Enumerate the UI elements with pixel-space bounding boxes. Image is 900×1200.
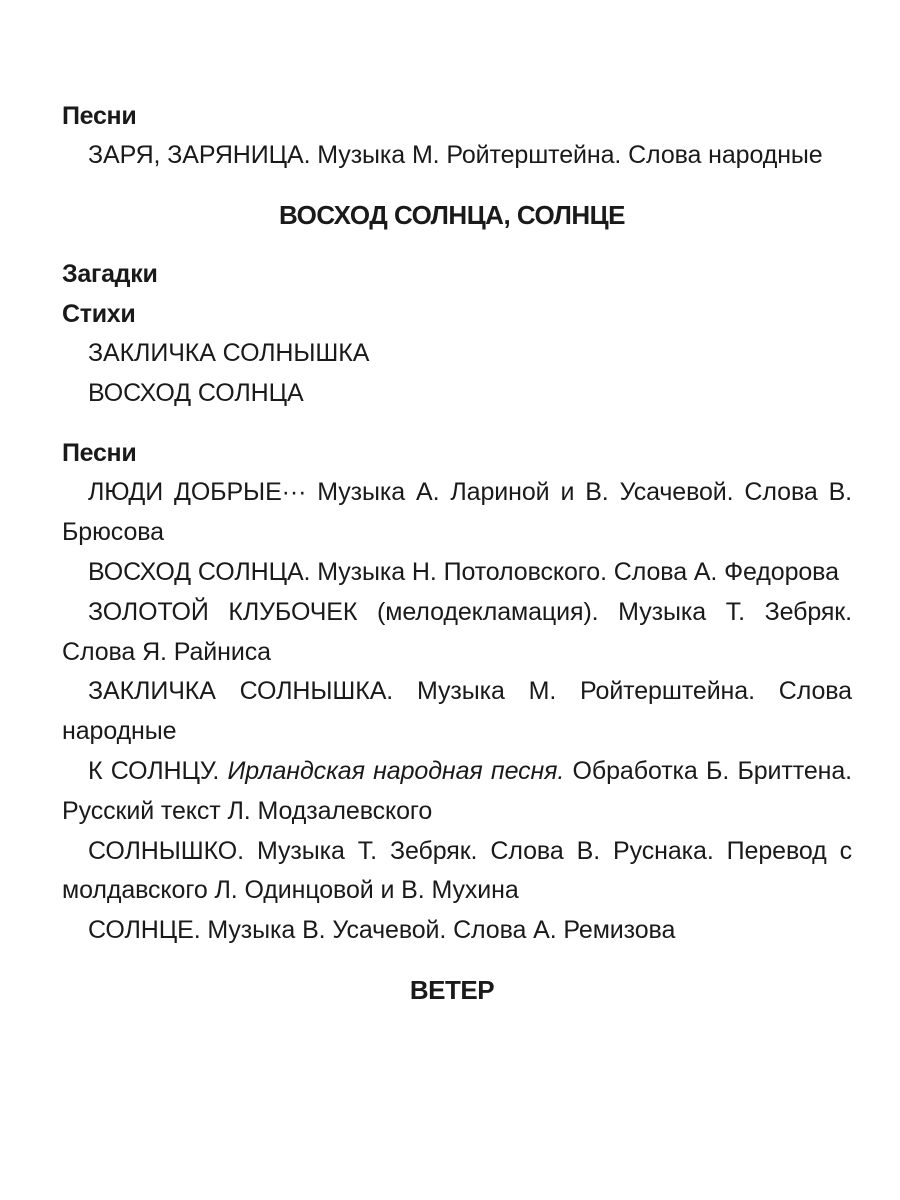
- song-entry: СОЛНЫШКО. Музыка Т. Зебряк. Слова В. Руснака. Перевод с молдавского Л. Одинцовой и В. Мухина: [62, 836, 852, 905]
- song-entry: СОЛНЦЕ. Музыка В. Усачевой. Слова А. Ремизова: [88, 916, 676, 945]
- section-heading-songs: Песни: [62, 439, 137, 468]
- song-entry: ЗАРЯ, ЗАРЯНИЦА. Музыка М. Ройтерштейна. Слова народные: [88, 141, 823, 169]
- document-page: [62, 96, 852, 1010]
- section-heading-songs: Песни: [62, 102, 137, 130]
- poem-entry: ЗАКЛИЧКА СОЛНЫШКА: [88, 338, 370, 367]
- poem-entry: ВОСХОД СОЛНЦА: [88, 378, 304, 407]
- song-note-italic: Ирландская народная песня.: [227, 756, 565, 785]
- song-entry: ЗАКЛИЧКА СОЛНЫШКА. Музыка М. Ройтерштейна. Слова народные: [62, 677, 852, 746]
- section-heading-riddles: Загадки: [62, 259, 158, 288]
- song-entry: ЛЮДИ ДОБРЫЕ··· Музыка А. Лариной и В. Усачевой. Слова В. Брюсова: [62, 478, 852, 547]
- song-credits: Обработка Б. Бриттена. Русский текст Л. Модзалевского: [62, 756, 853, 825]
- chapter-title-sunrise: ВОСХОД СОЛНЦА, СОЛНЦЕ: [279, 199, 625, 230]
- song-entry: ВОСХОД СОЛНЦА. Музыка Н. Потоловского. Слова А. Федорова: [88, 557, 839, 586]
- song-entry: [62, 752, 852, 832]
- song-entry: ЗОЛОТОЙ КЛУБОЧЕК (мелодекламация). Музыка Т. Зебряк. Слова Я. Райниса: [62, 597, 852, 666]
- chapter-title-wind: ВЕТЕР: [409, 974, 495, 1005]
- section-heading-poems: Стихи: [62, 299, 136, 328]
- song-title: К СОЛНЦУ.: [88, 756, 228, 785]
